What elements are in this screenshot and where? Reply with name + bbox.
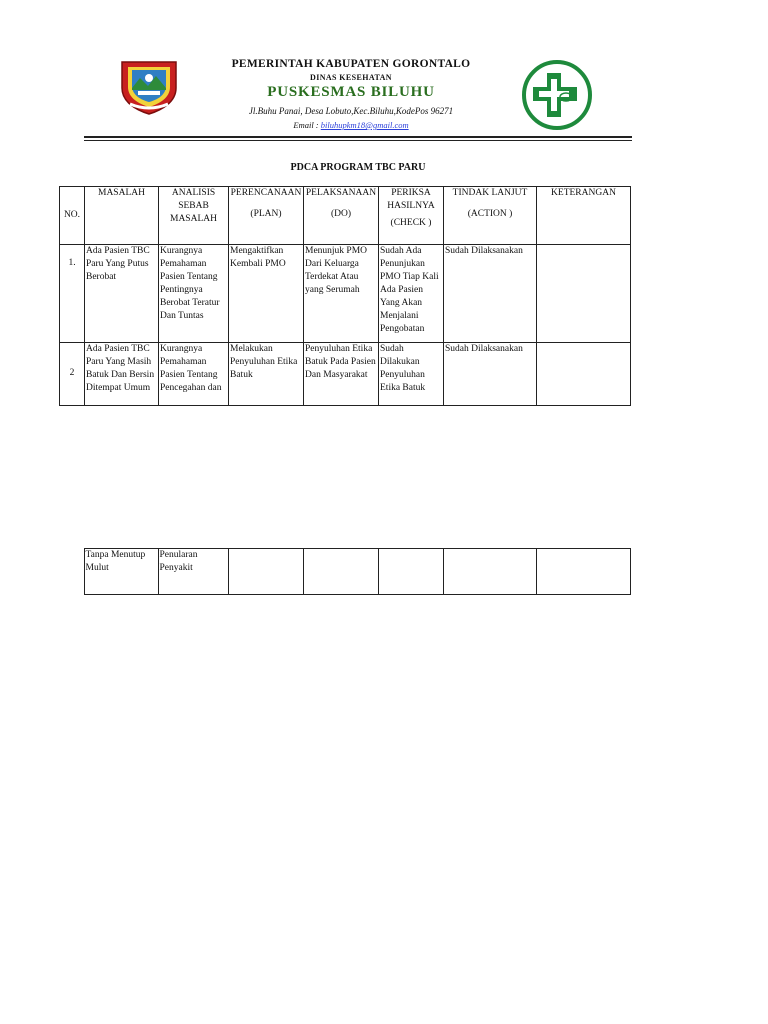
row-plan: Melakukan Penyuluhan Etika Batuk [229, 343, 304, 406]
header-puskesmas: PUSKESMAS BILUHU [267, 84, 435, 100]
row-analisis: Penularan Penyakit [158, 549, 228, 595]
row-action: Sudah Dilaksanakan [444, 245, 537, 343]
row-do: Menunjuk PMO Dari Keluarga Terdekat Atau yang Serumah [304, 245, 379, 343]
row-action [443, 549, 536, 595]
row-do: Penyuluhan Etika Batuk Pada Pasien Dan Masyarakat [304, 343, 379, 406]
header-tindak-lanjut: TINDAK LANJUT (ACTION ) [444, 187, 537, 245]
header-analisis: ANALISIS SEBAB MASALAH [159, 187, 229, 245]
row-do [303, 549, 378, 595]
table-row [60, 343, 631, 406]
row-action: Sudah Dilaksanakan [444, 343, 537, 406]
row-analisis: Kurangnya Pemahaman Pasien Tentang Pencegahan dan [159, 343, 229, 406]
email-label: Email : [293, 120, 319, 130]
row-keterangan [537, 245, 631, 343]
table-row [59, 549, 630, 595]
email-link[interactable]: biluhupkm18@gmail.com [320, 120, 409, 130]
row-check: Sudah Dilakukan Penyuluhan Etika Batuk [379, 343, 444, 406]
puskesmas-logo [521, 59, 593, 131]
row-plan [228, 549, 303, 595]
header-periksa: PERIKSA HASILNYA (CHECK ) [379, 187, 444, 245]
kabupaten-emblem-logo [118, 58, 180, 116]
row-no [59, 549, 84, 595]
header-email-line [224, 120, 478, 130]
row-no: 2 [60, 343, 85, 406]
row-check [378, 549, 443, 595]
row-masalah: Ada Pasien TBC Paru Yang Putus Berobat [85, 245, 159, 343]
row-keterangan [536, 549, 630, 595]
row-masalah: Ada Pasien TBC Paru Yang Masih Batuk Dan Bersin Ditempat Umum [85, 343, 159, 406]
header-keterangan: KETERANGAN [537, 187, 631, 245]
row-plan: Mengaktifkan Kembali PMO [229, 245, 304, 343]
row-analisis: Kurangnya Pemahaman Pasien Tentang Pentingnya Berobat Teratur Dan Tuntas [159, 245, 229, 343]
header-pelaksanaan: PELAKSANAAN (DO) [304, 187, 379, 245]
header-masalah: MASALAH [85, 187, 159, 245]
row-check: Sudah Ada Penunjukan PMO Tiap Kali Ada Pasien Yang Akan Menjalani Pengobatan [379, 245, 444, 343]
header-department: DINAS KESEHATAN [310, 73, 392, 82]
document-title: PDCA PROGRAM TBC PARU [290, 162, 426, 173]
table-header-row [60, 187, 631, 245]
table-row [60, 245, 631, 343]
pdca-table [59, 186, 631, 406]
header-perencanaan: PERENCANAAN (PLAN) [229, 187, 304, 245]
header-divider-thick [84, 136, 632, 138]
row-no: 1. [60, 245, 85, 343]
pdca-table-continuation [59, 548, 631, 595]
header-government: PEMERINTAH KABUPATEN GORONTALO [231, 58, 471, 70]
row-keterangan [537, 343, 631, 406]
header-no: NO. [60, 187, 85, 245]
header-address: Jl.Buhu Panai, Desa Lobuto,Kec.Biluhu,KodePos 96271 [248, 106, 454, 116]
header-divider-thin [84, 140, 632, 141]
row-masalah: Tanpa Menutup Mulut [84, 549, 158, 595]
